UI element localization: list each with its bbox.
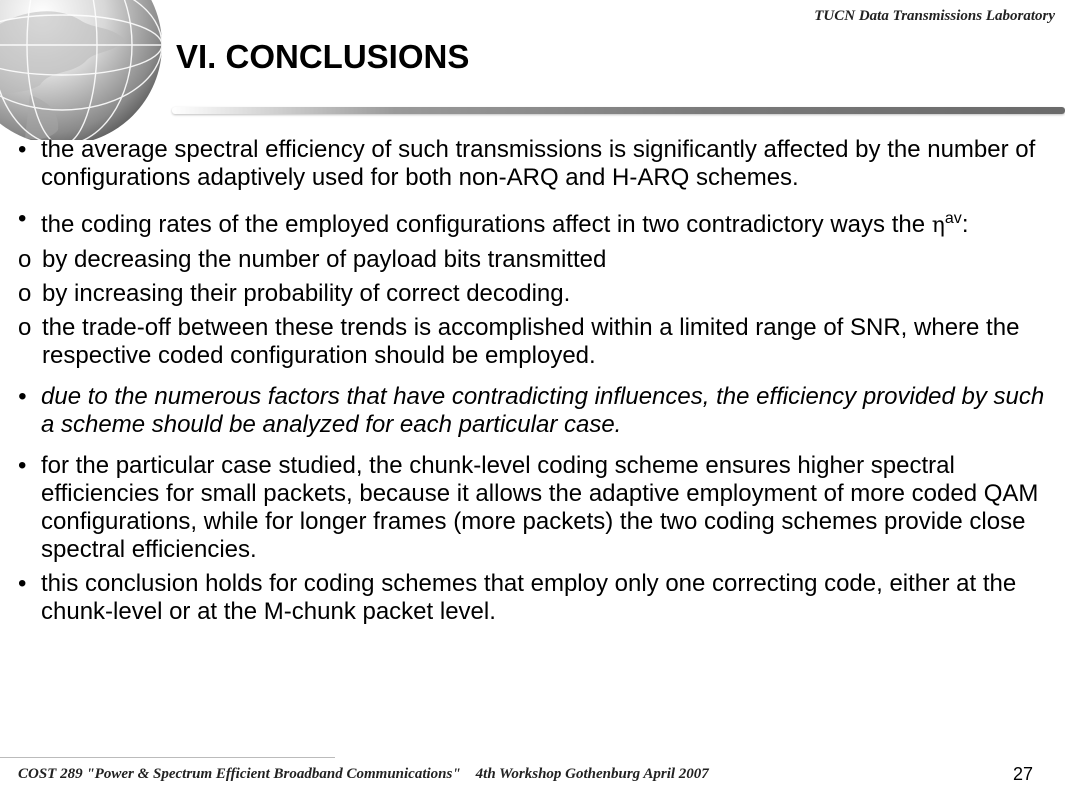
bullet-text: the coding rates of the employed configurations affect in two contradictory ways the — [41, 211, 932, 238]
footer-text: COST 289 "Power & Spectrum Efficient Broadband Communications" 4th Workshop Gothenburg April 2007 — [18, 766, 709, 782]
bullet-text: due to the numerous factors that have contradicting influences, the efficiency provided by such a scheme should be analyzed for each particular case. — [41, 383, 1045, 438]
lab-name: TUCN Data Transmissions Laboratory — [814, 8, 1055, 24]
sub-mark: o — [18, 314, 32, 341]
bullet-mark: • — [18, 383, 27, 410]
sub-item-tradeoff — [18, 314, 1048, 370]
bullet-particular-case — [18, 452, 1048, 564]
slide-content — [18, 136, 1048, 626]
sub-mark: o — [18, 246, 32, 273]
sub-mark: o — [18, 280, 32, 307]
bullet-spectral-efficiency — [18, 136, 1048, 192]
bullet-text: the average spectral efficiency of such transmissions is significantly affected by the number of configurations adaptively used for both non-ARQ and H-ARQ schemes. — [41, 136, 1036, 191]
bullet-conclusion-holds — [18, 570, 1048, 626]
sub-text: by increasing their probability of correct decoding. — [42, 280, 571, 307]
eta-superscript: av — [944, 210, 962, 227]
page-number: 27 — [1012, 764, 1033, 784]
sub-item-payload — [18, 246, 1048, 274]
footer-divider — [0, 757, 335, 758]
bullet-mark: • — [18, 570, 27, 597]
bullet-text-end: : — [961, 211, 969, 238]
bullet-text: this conclusion holds for coding schemes that employ only one correcting code, either at the chunk-level or at the M-chunk packet level. — [41, 570, 1017, 625]
globe-icon — [0, 0, 170, 140]
bullet-mark: • — [18, 205, 27, 232]
bullet-mark: • — [18, 452, 27, 479]
sub-text: by decreasing the number of payload bits transmitted — [42, 246, 607, 273]
bullet-text: for the particular case studied, the chunk-level coding scheme ensures higher spectral efficiencies for small packets, because it allows the adaptive employment of more coded QAM configurations, while for longer frames (more packets) the two coding schemes provide close spectral efficiencies. — [41, 452, 1039, 563]
title-divider — [172, 107, 1065, 114]
bullet-mark: • — [18, 136, 27, 163]
eta-symbol: η — [931, 213, 945, 238]
sub-text: the trade-off between these trends is accomplished within a limited range of SNR, where the respective coded configuration should be employed. — [42, 314, 1020, 369]
sub-item-decoding — [18, 280, 1048, 308]
page-title: VI. CONCLUSIONS — [176, 38, 470, 75]
bullet-numerous-factors — [18, 383, 1048, 439]
bullet-coding-rates — [18, 205, 1048, 240]
